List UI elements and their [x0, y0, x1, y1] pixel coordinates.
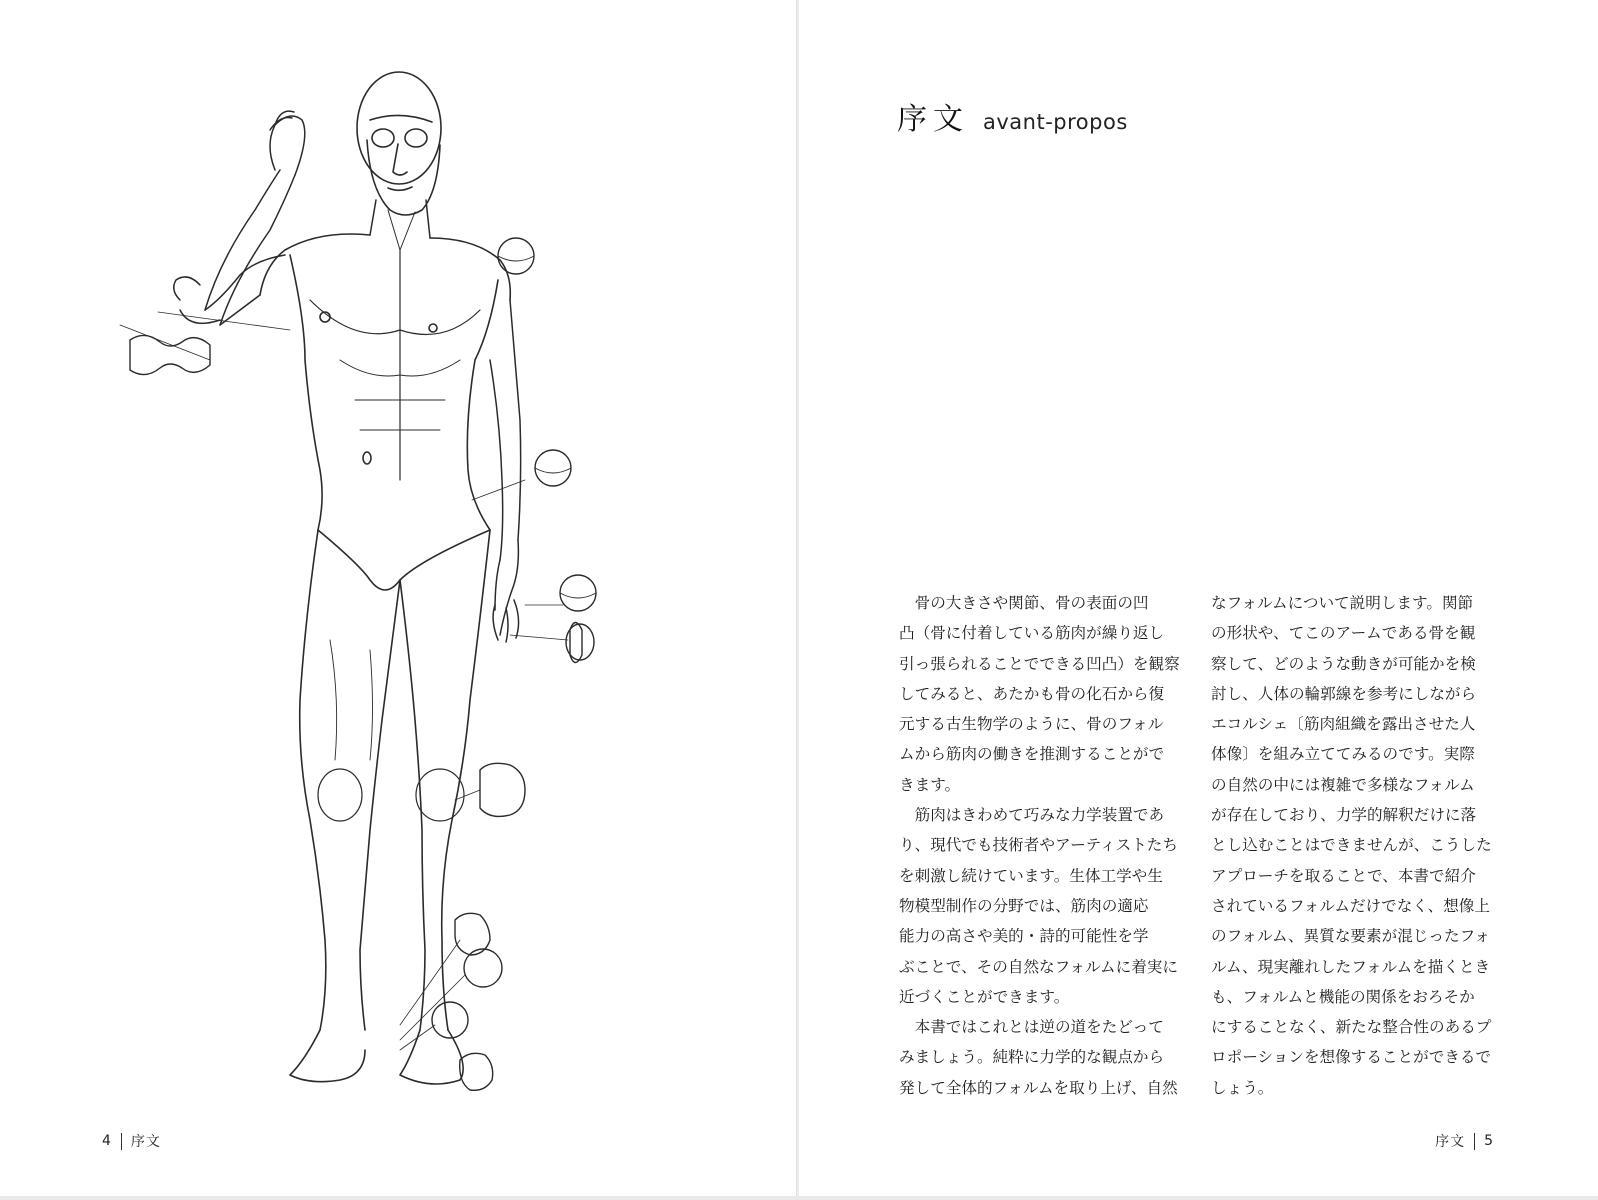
body-text-line: されているフォルムだけでなく、想像上: [1211, 896, 1490, 915]
body-text-line: みましょう。純粋に力学的な観点から: [899, 1048, 1165, 1067]
body-text-line: してみると、あたかも骨の化石から復: [899, 684, 1165, 703]
page-number: 5: [1484, 1133, 1494, 1149]
heading-french: avant-propos: [983, 110, 1128, 134]
right-page: [799, 0, 1598, 1196]
body-text-line: も、フォルムと機能の関係をおろそか: [1211, 987, 1475, 1006]
body-text-line: のフォルム、異質な要素が混じったフォ: [1211, 927, 1490, 946]
body-text-line: の形状や、てこのアームである骨を観: [1211, 624, 1476, 643]
body-text-line: 本書ではこれとは逆の道をたどって: [899, 1018, 1164, 1037]
body-text-line: の自然の中には複雑で多様なフォルム: [1211, 775, 1475, 794]
body-text-line: とし込むことはできませんが、こうした: [1211, 836, 1492, 855]
body-text-line: を刺激し続けています。生体工学や生: [899, 866, 1163, 885]
body-text-line: 発して全体的フォルムを取り上げ、自然: [899, 1078, 1178, 1097]
right-page-footer: [1435, 1131, 1494, 1151]
heading-japanese: 序文: [897, 102, 969, 137]
page-number: 4: [102, 1133, 112, 1149]
body-text-line: り、現代でも技術者やアーティストたち: [899, 836, 1178, 855]
body-text-line: エコルシェ〔筋肉組織を露出させた人: [1211, 715, 1476, 734]
body-text-line: ルム、現実離れしたフォルムを描くとき: [1211, 957, 1491, 976]
anatomy-figure-illustration: [70, 60, 650, 1120]
body-text-line: 近づくことができます。: [899, 987, 1070, 1006]
body-text-line: しょう。: [1211, 1078, 1274, 1097]
body-text-line: アプローチを取ることで、本書で紹介: [1211, 866, 1476, 885]
body-text-line: 物模型制作の分野では、筋肉の適応: [899, 896, 1149, 915]
body-text-line: 筋肉はきわめて巧みな力学装置であ: [899, 806, 1165, 825]
body-text-line: 体像〕を組み立ててみるのです。実際: [1211, 745, 1475, 764]
body-text-line: 元する古生物学のように、骨のフォル: [899, 715, 1164, 734]
joint-model-sketches: [120, 238, 596, 1090]
body-text-line: なフォルムについて説明します。関節: [1211, 594, 1474, 612]
running-section-title: 序文: [1435, 1134, 1466, 1150]
body-text-line: ムから筋肉の働きを推測することがで: [899, 745, 1165, 764]
left-page-footer: [102, 1131, 161, 1151]
body-text-line: が存在しており、力学的解釈だけに落: [1211, 806, 1477, 825]
body-text-line: ぶことで、その自然なフォルムに着実に: [899, 957, 1178, 976]
body-column-1: [899, 588, 1181, 1103]
body-text-line: きます。: [899, 775, 961, 794]
body-text-line: 引っ張られることでできる凹凸）を観察: [899, 654, 1180, 673]
body-text-line: 骨の大きさや関節、骨の表面の凹: [899, 594, 1149, 612]
left-page: [0, 0, 797, 1196]
body-text-line: 討し、人体の輪郭線を参考にしながら: [1211, 684, 1477, 703]
chapter-heading: [897, 94, 1128, 138]
body-text-line: ロポーションを想像することができるで: [1211, 1048, 1491, 1067]
body-text-line: 能力の高さや美的・詩的可能性を学: [899, 927, 1149, 946]
body-text-line: 察して、どのような動きが可能かを検: [1211, 654, 1476, 673]
footer-divider: [121, 1133, 122, 1150]
body-column-2: [1211, 588, 1493, 1103]
footer-divider: [1474, 1133, 1475, 1150]
running-section-title: 序文: [130, 1134, 161, 1150]
body-text-line: にすることなく、新たな整合性のあるプ: [1211, 1018, 1492, 1037]
body-text-line: 凸（骨に付着している筋肉が繰り返し: [899, 624, 1165, 643]
